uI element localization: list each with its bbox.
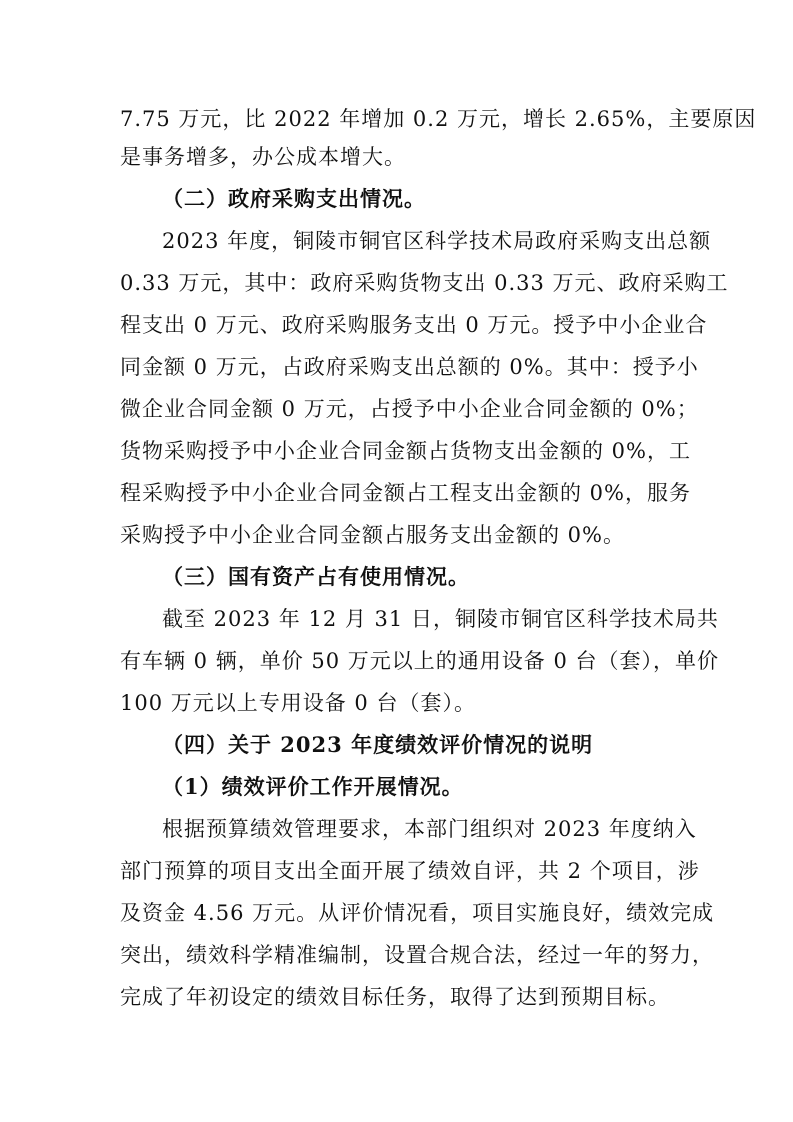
paragraph-line: 0.33 万元，其中：政府采购货物支出 0.33 万元、政府采购工 xyxy=(120,271,729,295)
paragraph-line: 截至 2023 年 12 月 31 日，铜陵市铜官区科学技术局共 xyxy=(162,607,719,631)
paragraph-line: 是事务增多，办公成本增大。 xyxy=(120,145,406,169)
paragraph-line: 2023 年度，铜陵市铜官区科学技术局政府采购支出总额 xyxy=(162,229,712,253)
paragraph-line: 程支出 0 万元、政府采购服务支出 0 万元。授予中小企业合 xyxy=(120,313,708,337)
paragraph-line: 程采购授予中小企业合同金额占工程支出金额的 0%，服务 xyxy=(120,481,691,505)
section-heading-performance: （四）关于 2023 年度绩效评价情况的说明 xyxy=(162,732,594,757)
subsection-heading-evaluation: （1）绩效评价工作开展情况。 xyxy=(162,774,464,799)
paragraph-line: 及资金 4.56 万元。从评价情况看，项目实施良好，绩效完成 xyxy=(120,901,715,925)
paragraph-line: 同金额 0 万元，占政府采购支出总额的 0%。其中：授予小 xyxy=(120,355,699,379)
paragraph-line: 100 万元以上专用设备 0 台（套）。 xyxy=(120,691,476,715)
paragraph-line: 完成了年初设定的绩效目标任务，取得了达到预期目标。 xyxy=(120,985,670,1009)
paragraph-line: 微企业合同金额 0 万元，占授予中小企业合同金额的 0%； xyxy=(120,397,699,421)
paragraph-line: 有车辆 0 辆，单价 50 万元以上的通用设备 0 台（套），单价 xyxy=(120,649,719,673)
paragraph-line: 货物采购授予中小企业合同金额占货物支出金额的 0%，工 xyxy=(120,439,691,463)
section-heading-assets: （三）国有资产占有使用情况。 xyxy=(162,564,470,589)
section-heading-procurement: （二）政府采购支出情况。 xyxy=(162,186,426,211)
paragraph-line: 突出，绩效科学精准编制，设置合规合法，经过一年的努力， xyxy=(120,943,714,967)
paragraph-line: 7.75 万元，比 2022 年增加 0.2 万元，增长 2.65%，主要原因 xyxy=(120,107,757,131)
paragraph-line: 部门预算的项目支出全面开展了绩效自评，共 2 个项目，涉 xyxy=(120,859,700,883)
paragraph-line: 根据预算绩效管理要求，本部门组织对 2023 年度纳入 xyxy=(162,817,697,841)
paragraph-line: 采购授予中小企业合同金额占服务支出金额的 0%。 xyxy=(120,523,625,547)
